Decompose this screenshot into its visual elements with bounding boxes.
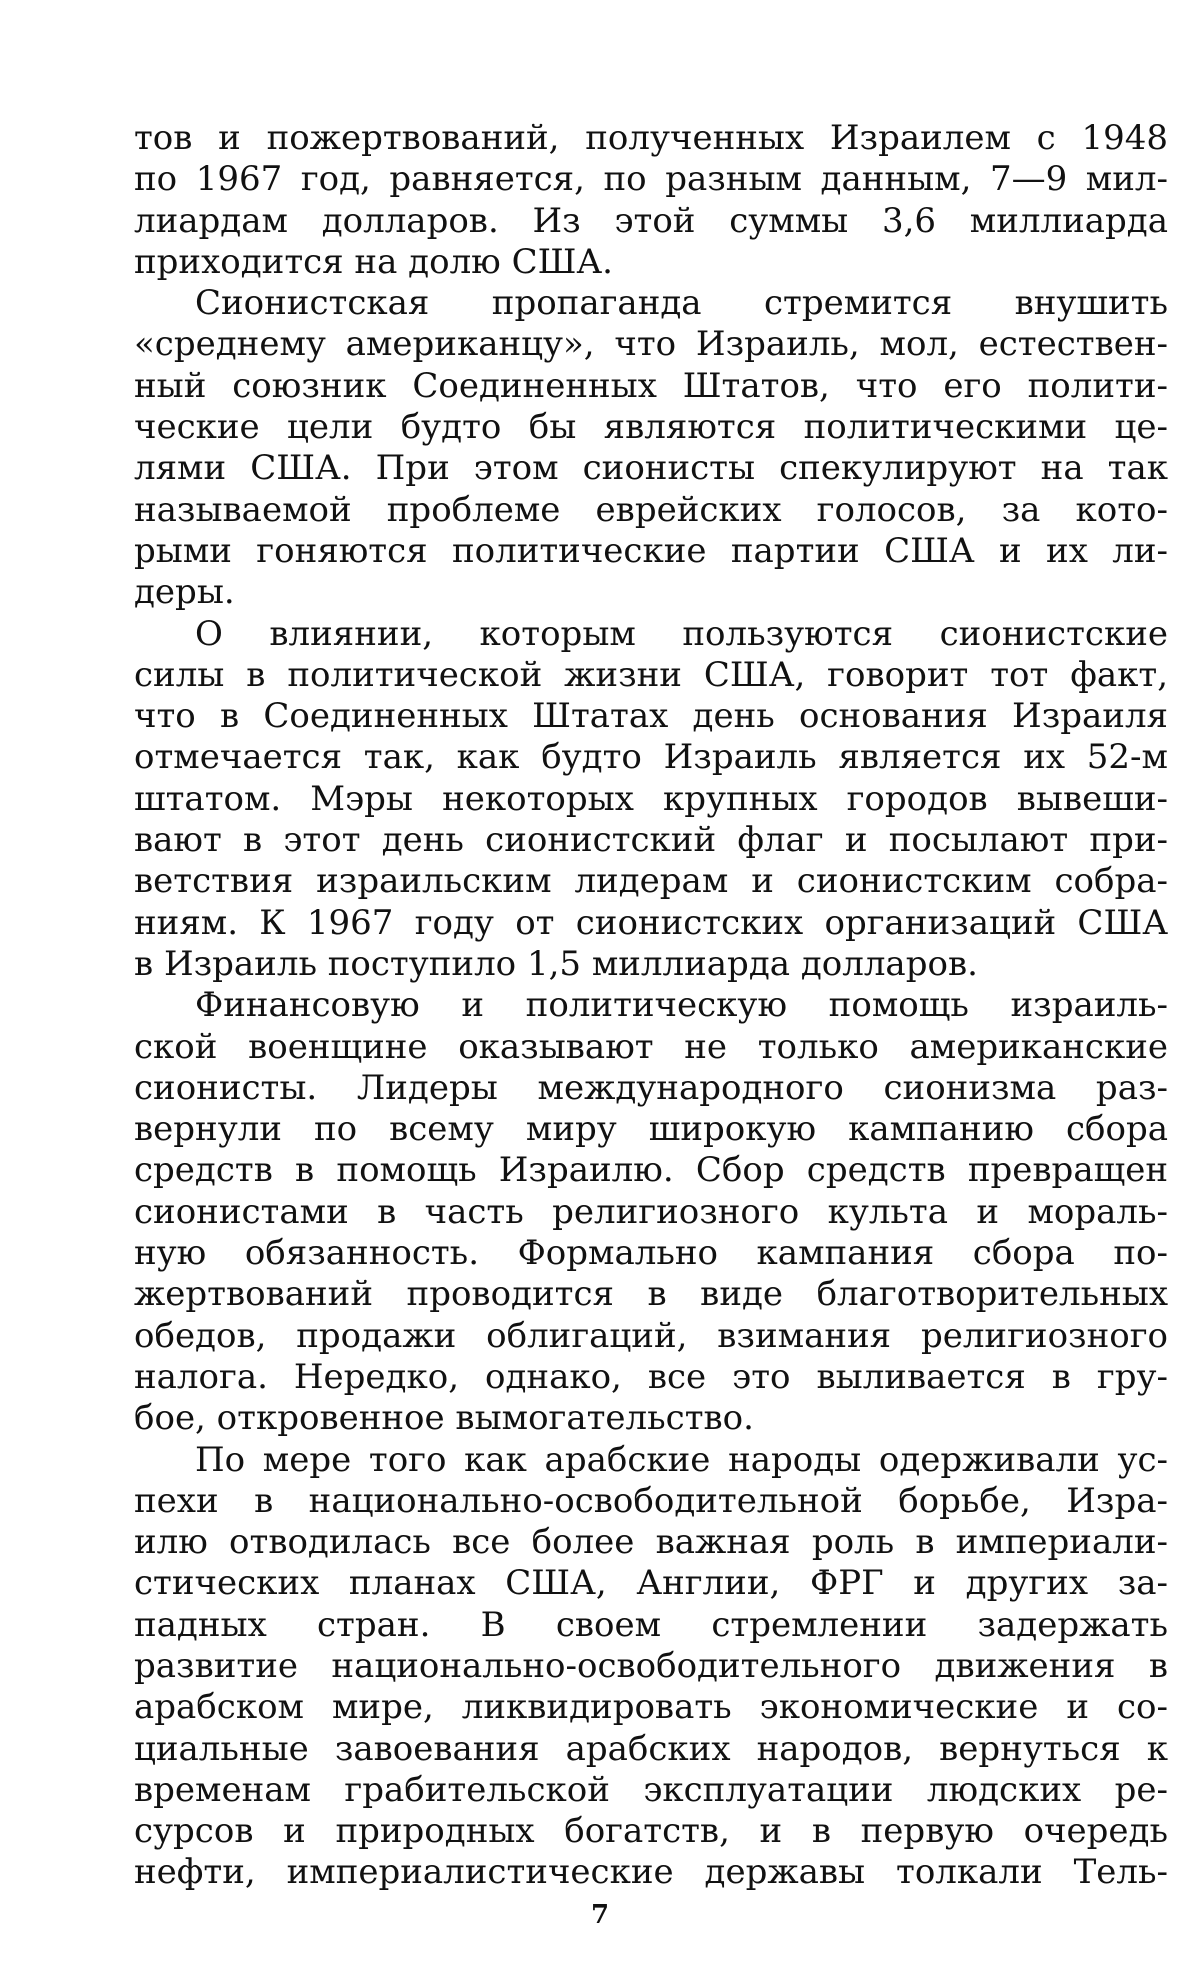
text-line: По мере того как арабские народы одерживали ус- [195, 1439, 1168, 1480]
text-line: «среднему американцу», что Израиль, мол, естествен- [134, 324, 1168, 365]
text-line: штатом. Мэры некоторых крупных городов вывеши- [134, 778, 1168, 819]
text-line: называемой проблеме еврейских голосов, за кото- [134, 489, 1168, 530]
text-line: илю отводилась все более важная роль в империали- [134, 1522, 1168, 1563]
text-line: О влиянии, которым пользуются сионистские [195, 613, 1168, 654]
text-line: сурсов и природных богатств, и в первую очередь [134, 1811, 1168, 1852]
text-line: средств в помощь Израилю. Сбор средств превращен [134, 1150, 1168, 1191]
text-line: лиардам долларов. Из этой суммы 3,6 миллиарда [134, 200, 1168, 241]
page-number: 7 [590, 1900, 610, 1930]
text-line: Финансовую и политическую помощь израиль- [195, 985, 1168, 1026]
text-line: ской военщине оказывают не только американские [134, 1026, 1168, 1067]
page-body [134, 118, 1168, 1894]
text-line: сионисты. Лидеры международного сионизма раз- [134, 1067, 1168, 1108]
text-line: по 1967 год, равняется, по разным данным, 7—9 мил- [134, 159, 1168, 200]
text-line: пехи в национально-освободительной борьбе, Изра- [134, 1480, 1168, 1521]
text-line: сионистами в часть религиозного культа и мораль- [134, 1191, 1168, 1232]
text-line: деры. [134, 572, 235, 613]
text-line: обедов, продажи облигаций, взимания религиозного [134, 1315, 1168, 1356]
text-line: ниям. К 1967 году от сионистских организаций США [134, 902, 1168, 943]
text-line: приходится на долю США. [134, 241, 613, 282]
text-line: вают в этот день сионистский флаг и посылают при- [134, 820, 1168, 861]
text-line: нефти, империалистические державы толкали Тель- [134, 1852, 1168, 1893]
text-line: Сионистская пропаганда стремится внушить [195, 283, 1168, 324]
paragraph [134, 614, 1168, 986]
paragraph [134, 118, 1168, 283]
text-line: ветствия израильским лидерам и сионистским собра- [134, 861, 1168, 902]
text-line: вернули по всему миру широкую кампанию сбора [134, 1109, 1168, 1150]
text-line: бое, откровенное вымогательство. [134, 1398, 754, 1439]
text-line: налога. Нередко, однако, все это выливается в гру- [134, 1356, 1168, 1397]
text-line: отмечается так, как будто Израиль является их 52-м [134, 737, 1168, 778]
text-line: жертвований проводится в виде благотворительных [134, 1274, 1168, 1315]
text-line: арабском мире, ликвидировать экономические и со- [134, 1687, 1168, 1728]
text-line: ческие цели будто бы являются политическими це- [134, 407, 1168, 448]
paragraph [134, 283, 1168, 613]
text-line: лями США. При этом сионисты спекулируют на так [134, 448, 1168, 489]
text-line: циальные завоевания арабских народов, вернуться к [134, 1728, 1168, 1769]
text-line: рыми гоняются политические партии США и их ли- [134, 530, 1168, 571]
text-line: силы в политической жизни США, говорит тот факт, [134, 654, 1168, 695]
text-line: ную обязанность. Формально кампания сбора по- [134, 1233, 1168, 1274]
text-line: стических планах США, Англии, ФРГ и других за- [134, 1563, 1168, 1604]
text-line: временам грабительской эксплуатации людских ре- [134, 1769, 1168, 1810]
text-line: падных стран. В своем стремлении задержать [134, 1604, 1168, 1645]
text-line: что в Соединенных Штатах день основания Израиля [134, 696, 1168, 737]
text-line: тов и пожертвований, полученных Израилем с 1948 [134, 118, 1168, 158]
text-line: ный союзник Соединенных Штатов, что его полити- [134, 365, 1168, 406]
text-line: в Израиль поступило 1,5 миллиарда долларов. [134, 943, 978, 984]
paragraph [134, 985, 1168, 1439]
text-line: развитие национально-освободительного движения в [134, 1645, 1168, 1686]
paragraph [134, 1440, 1168, 1894]
